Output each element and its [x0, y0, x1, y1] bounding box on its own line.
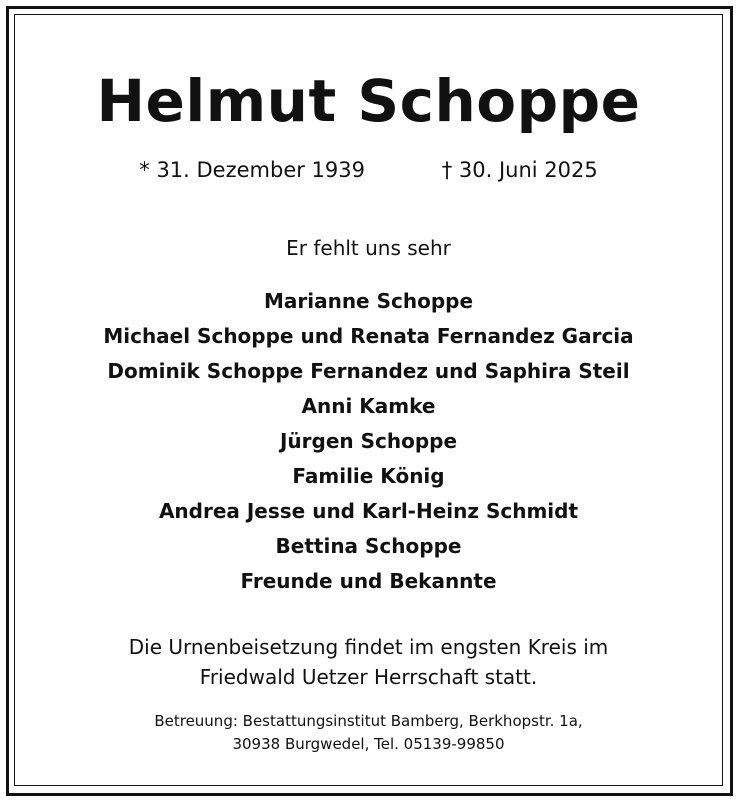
mourner-item: Familie König	[292, 464, 445, 488]
mourner-item: Bettina Schoppe	[275, 534, 462, 558]
burial-line: Die Urnenbeisetzung findet im engsten Kreis im	[128, 635, 609, 659]
mourner-item: Andrea Jesse und Karl-Heinz Schmidt	[158, 499, 579, 523]
deceased-name: Helmut Schoppe	[96, 67, 641, 135]
mourner-item: Freunde und Bekannte	[240, 569, 497, 593]
mourner-item: Michael Schoppe und Renata Fernandez Garcia	[103, 324, 634, 348]
funeral-home-line: Betreuung: Bestattungsinstitut Bamberg, Berkhopstr. 1a,	[154, 712, 583, 730]
funeral-home-line: 30938 Burgwedel, Tel. 05139-99850	[232, 735, 505, 753]
burial-info	[16, 632, 721, 692]
funeral-home-info	[16, 710, 721, 756]
mourner-item: Dominik Schoppe Fernandez und Saphira Steil	[107, 359, 630, 383]
mourners-list	[16, 284, 721, 599]
death-date: † 30. Juni 2025	[441, 158, 598, 182]
birth-date: * 31. Dezember 1939	[139, 158, 366, 182]
burial-line: Friedwald Uetzer Herrschaft statt.	[199, 665, 538, 689]
motto-line: Er fehlt uns sehr	[286, 236, 451, 260]
mourner-item: Anni Kamke	[301, 394, 436, 418]
mourner-item: Marianne Schoppe	[263, 289, 474, 313]
life-dates	[16, 156, 721, 184]
mourner-item: Jürgen Schoppe	[279, 429, 458, 453]
